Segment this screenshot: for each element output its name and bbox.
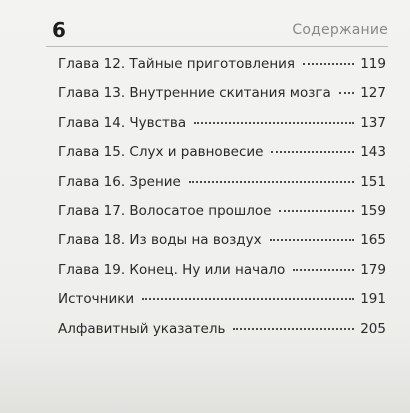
dot-leader — [339, 91, 354, 94]
toc-entry-title: Глава 18. Из воды на воздух — [58, 232, 262, 249]
dot-leader — [233, 327, 354, 330]
toc-entry-title: Глава 16. Зрение — [58, 173, 181, 190]
toc-entry — [58, 262, 386, 291]
dot-leader — [270, 238, 355, 241]
dot-leader — [279, 209, 354, 212]
toc-entry — [58, 56, 386, 85]
section-title: Содержание — [292, 22, 388, 38]
toc-entry-page: 151 — [360, 173, 386, 190]
table-of-contents — [58, 56, 386, 350]
toc-entry-title: Глава 14. Чувства — [58, 114, 187, 131]
toc-entry-page: 143 — [360, 144, 386, 161]
toc-entry-page: 159 — [360, 202, 386, 219]
toc-entry-title: Глава 15. Слух и равновесие — [58, 144, 264, 161]
toc-entry — [58, 115, 386, 144]
toc-entry-page: 137 — [360, 114, 386, 131]
toc-entry-title: Алфавитный указатель — [58, 320, 226, 337]
dot-leader — [142, 297, 354, 300]
toc-entry-title: Глава 12. Тайные приготовления — [58, 56, 296, 72]
toc-entry-page: 205 — [360, 320, 386, 337]
toc-entry-title: Глава 17. Волосатое прошлое — [58, 202, 272, 219]
toc-entry — [58, 85, 386, 114]
toc-entry-title: Глава 13. Внутренние скитания мозга — [58, 85, 331, 102]
toc-entry — [58, 321, 386, 350]
page-header — [0, 14, 410, 44]
toc-entry-page: 127 — [360, 85, 386, 102]
dot-leader — [293, 268, 354, 271]
dot-leader — [271, 150, 354, 153]
toc-entry — [58, 174, 386, 203]
toc-entry — [58, 203, 386, 232]
dot-leader — [194, 121, 354, 124]
toc-entry-page: 119 — [360, 56, 386, 72]
page-number: 6 — [52, 18, 66, 42]
toc-entry-title: Источники — [58, 291, 135, 308]
page-shadow — [0, 343, 410, 413]
dot-leader — [189, 180, 354, 183]
toc-entry-page: 179 — [360, 261, 386, 278]
toc-entry — [58, 291, 386, 320]
toc-entry-title: Глава 19. Конец. Ну или начало — [58, 261, 286, 278]
toc-entry — [58, 232, 386, 261]
toc-entry-page: 165 — [360, 232, 386, 249]
header-divider — [46, 46, 388, 47]
toc-entry-page: 191 — [360, 291, 386, 308]
dot-leader — [303, 62, 354, 65]
toc-entry — [58, 144, 386, 173]
